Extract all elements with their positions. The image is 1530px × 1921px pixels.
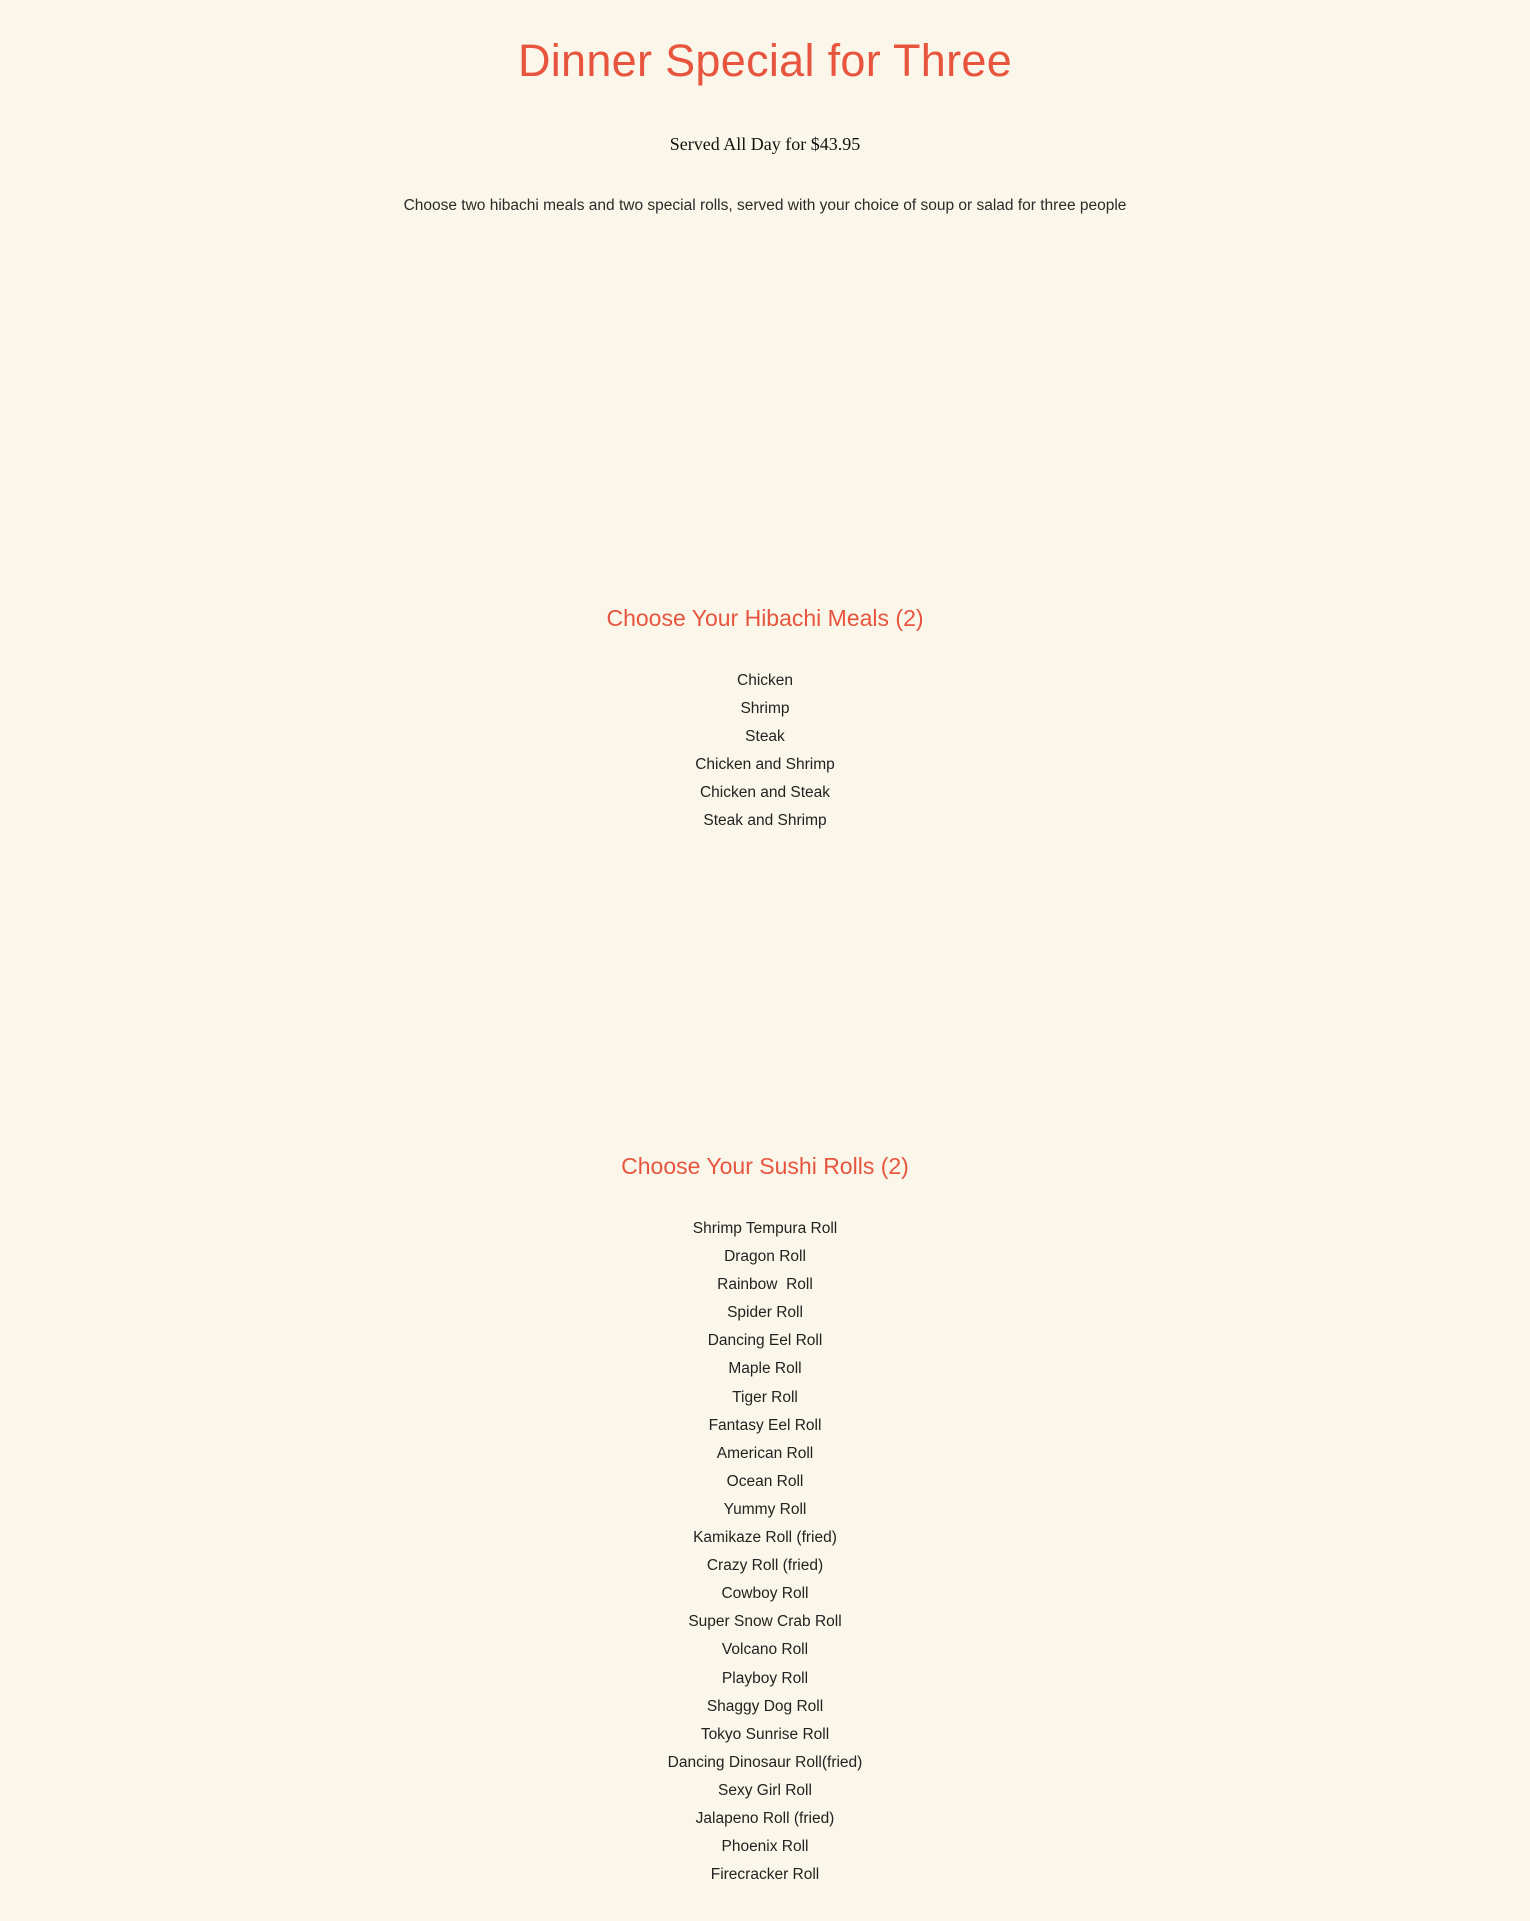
special-description: Choose two hibachi meals and two special rolls, served with your choice of soup or salad for three people xyxy=(403,197,1127,214)
sushi-roll-item: Dancing Dinosaur Roll(fried) xyxy=(667,1753,863,1771)
sushi-section-heading: Choose Your Sushi Rolls (2) xyxy=(621,1153,909,1179)
sushi-roll-item: Fantasy Eel Roll xyxy=(708,1416,822,1434)
hibachi-item: Steak xyxy=(745,728,785,746)
sushi-roll-item: Crazy Roll (fried) xyxy=(706,1557,824,1575)
sushi-roll-item: Shrimp Tempura Roll xyxy=(692,1220,838,1237)
page-title: Dinner Special for Three xyxy=(517,35,1013,86)
price-line: Served All Day for $43.95 xyxy=(669,134,861,154)
hibachi-item: Chicken and Shrimp xyxy=(695,756,835,774)
sushi-roll-item: Dragon Roll xyxy=(724,1248,806,1266)
sushi-roll-item: Shaggy Dog Roll xyxy=(706,1697,824,1715)
sushi-roll-list xyxy=(0,1215,1530,1889)
sushi-roll-item: Rainbow Roll xyxy=(717,1276,813,1294)
hibachi-item: Steak and Shrimp xyxy=(703,812,827,830)
sushi-roll-item: Volcano Roll xyxy=(721,1641,809,1659)
sushi-roll-item: Maple Roll xyxy=(728,1360,802,1378)
sushi-roll-item: Spider Roll xyxy=(727,1304,803,1322)
hibachi-item: Shrimp xyxy=(740,700,790,718)
sushi-roll-item: Tokyo Sunrise Roll xyxy=(700,1725,830,1743)
sushi-roll-item: Kamikaze Roll (fried) xyxy=(693,1529,837,1547)
hibachi-section-heading: Choose Your Hibachi Meals (2) xyxy=(606,605,924,631)
sushi-roll-item: Sexy Girl Roll xyxy=(718,1781,812,1799)
sushi-roll-item: American Roll xyxy=(716,1444,814,1462)
sushi-roll-item: Phoenix Roll xyxy=(721,1838,809,1856)
sushi-roll-item: Playboy Roll xyxy=(721,1669,809,1687)
hibachi-item: Chicken xyxy=(737,672,793,689)
sushi-roll-item: Ocean Roll xyxy=(726,1472,804,1490)
sushi-roll-item: Dancing Eel Roll xyxy=(707,1332,823,1350)
sushi-roll-item: Firecracker Roll xyxy=(710,1866,820,1884)
hibachi-meal-list xyxy=(0,667,1530,836)
hibachi-item: Chicken and Steak xyxy=(699,784,831,802)
sushi-roll-item: Cowboy Roll xyxy=(721,1585,809,1603)
sushi-roll-item: Super Snow Crab Roll xyxy=(688,1613,842,1631)
sushi-roll-item: Tiger Roll xyxy=(732,1388,798,1406)
sushi-roll-item: Yummy Roll xyxy=(723,1500,807,1518)
sushi-roll-item: Jalapeno Roll (fried) xyxy=(695,1809,835,1827)
